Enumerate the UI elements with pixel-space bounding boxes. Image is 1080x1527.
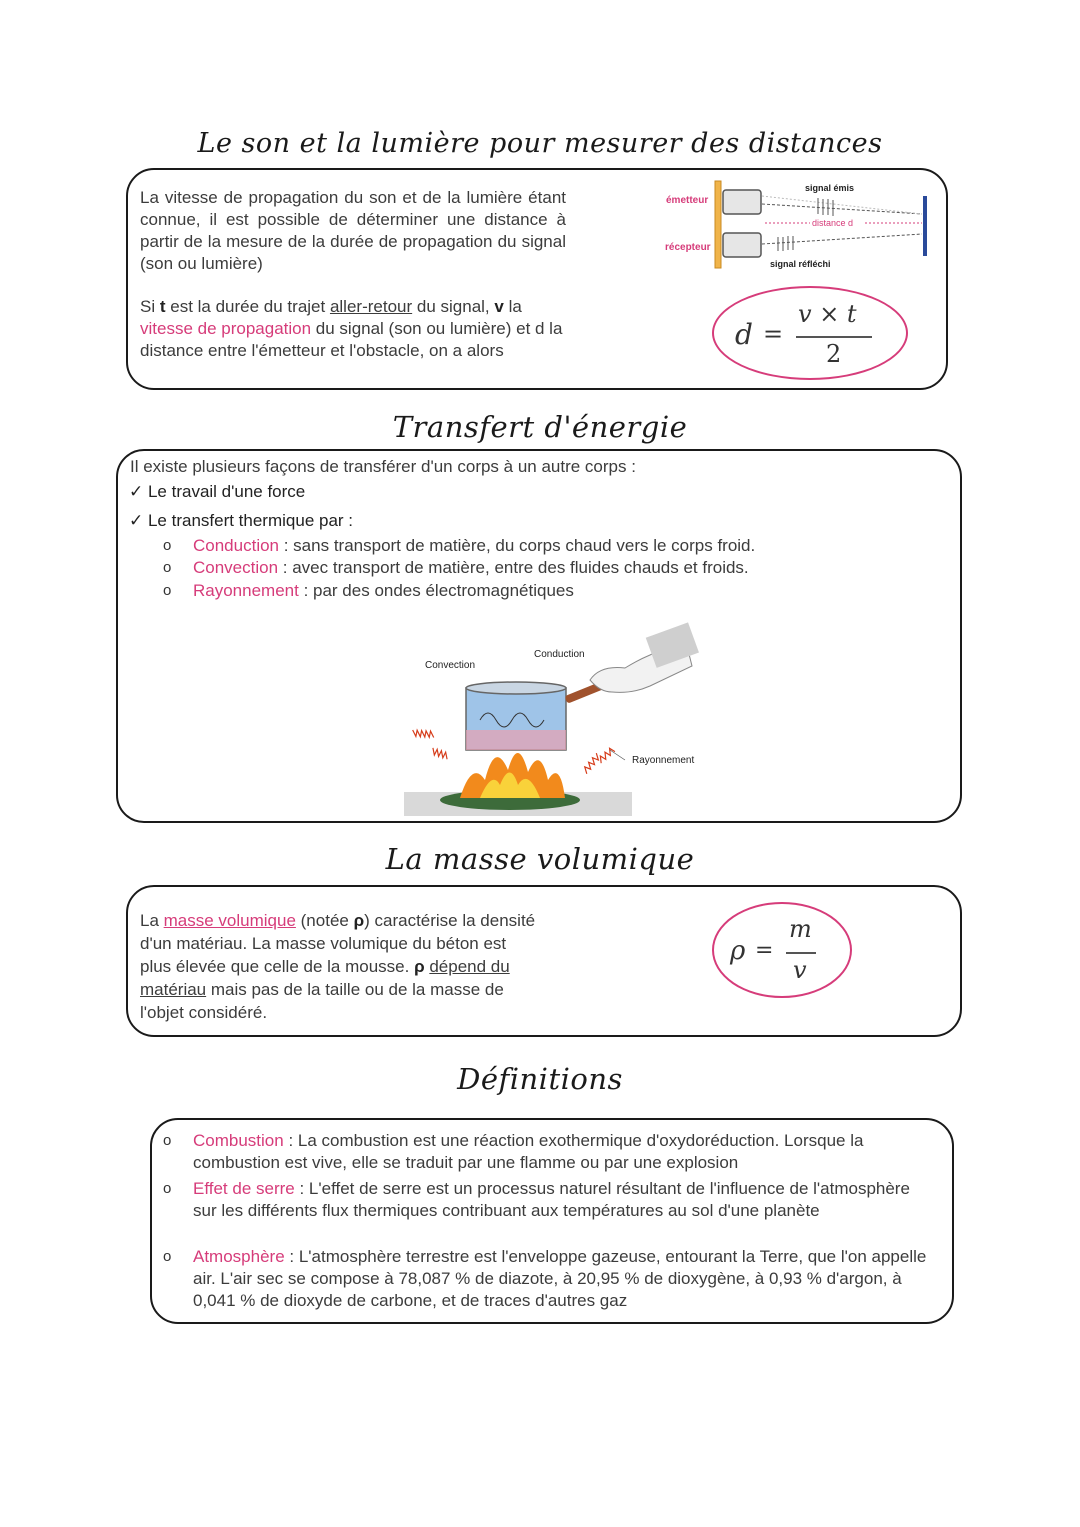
bullet-conduction: o <box>163 537 172 554</box>
receiver-label: récepteur <box>665 242 711 253</box>
conduction-label: Conduction <box>534 649 585 660</box>
section-title-definitions: Définitions <box>457 1062 623 1096</box>
item-convection: Convection : avec transport de matière, entre des fluides chauds et froids. <box>193 558 749 577</box>
density-paragraph: La masse volumique (notée ρ) caractérise la densité d'un matériau. La masse volumique du béton est plus élevée que celle de la mousse. ρ dépend du matériau mais pas de la taille ou de la masse de l'objet considéré. <box>140 911 536 1022</box>
bullet-convection: o <box>163 559 172 576</box>
section-title-energy: Transfert d'énergie <box>392 410 688 444</box>
emitter-label: émetteur <box>666 195 709 206</box>
section-title-density: La masse volumique <box>385 842 695 876</box>
formula-numerator: v × t <box>798 300 857 328</box>
formula-d: d <box>735 318 753 351</box>
distance-label: distance d <box>812 218 854 228</box>
density-formula-bar <box>786 952 816 954</box>
section-title-distances: Le son et la lumière pour mesurer des distances <box>197 128 883 159</box>
heat-transfer-illustration <box>400 620 700 820</box>
density-formula-numerator: m <box>789 915 812 943</box>
echo-diagram <box>660 176 940 276</box>
signal-reflected-label: signal réfléchi <box>770 259 831 269</box>
density-formula-rho: ρ <box>730 936 746 966</box>
bullet-atmosphere: o <box>163 1248 172 1265</box>
bullet-greenhouse: o <box>163 1180 172 1197</box>
radiation-label: Rayonnement <box>632 755 695 766</box>
definition-greenhouse: Effet de serre : L'effet de serre est un processus naturel résultant de l'influence de l'atmosphère sur les différents flux thermiques contribuant aux températures au sol d'une planète <box>193 1179 910 1220</box>
convection-label: Convection <box>425 660 476 671</box>
distances-paragraph-2: Si t est la durée du trajet aller-retour du signal, v la vitesse de propagation du signal (son ou lumière) et d la distance entre l'émetteur et l'obstacle, on a alors <box>140 297 563 360</box>
bullet-combustion: o <box>163 1132 172 1149</box>
density-formula-eq: = <box>755 938 774 963</box>
distances-paragraph-1: La vitesse de propagation du son et de la lumière étant connue, il est possible de déterminer une distance à partir de la mesure de la durée de propagation du signal (son ou lumière) <box>140 188 566 273</box>
formula-denominator: 2 <box>826 340 842 368</box>
signal-sent-label: signal émis <box>805 183 855 193</box>
energy-check-work: ✓ Le travail d'une force <box>129 482 306 501</box>
item-conduction: Conduction : sans transport de matière, du corps chaud vers le corps froid. <box>193 536 756 555</box>
energy-intro: Il existe plusieurs façons de transférer d'un corps à un autre corps : <box>130 457 636 476</box>
definition-combustion: Combustion : La combustion est une réaction exothermique d'oxydoréduction. Lorsque la combustion est vive, elle se traduit par une flamme ou par une explosion <box>193 1131 864 1172</box>
definition-atmosphere: Atmosphère : L'atmosphère terrestre est l'enveloppe gazeuse, entourant la Terre, que l'on appelle air. L'air sec se compose à 78,087 % de diazote, à 20,95 % de dioxygène, à 0,93 % d'argon, à 0,041 % de dioxyde de carbone, et de traces d'autres gaz <box>193 1247 927 1310</box>
formula-eq: = <box>763 320 784 348</box>
bullet-radiation: o <box>163 582 172 599</box>
density-formula-denominator: v <box>793 956 807 984</box>
formula-fraction-bar <box>796 336 872 338</box>
item-radiation: Rayonnement : par des ondes électromagnétiques <box>193 581 574 600</box>
energy-check-thermal: ✓ Le transfert thermique par : <box>129 511 354 530</box>
